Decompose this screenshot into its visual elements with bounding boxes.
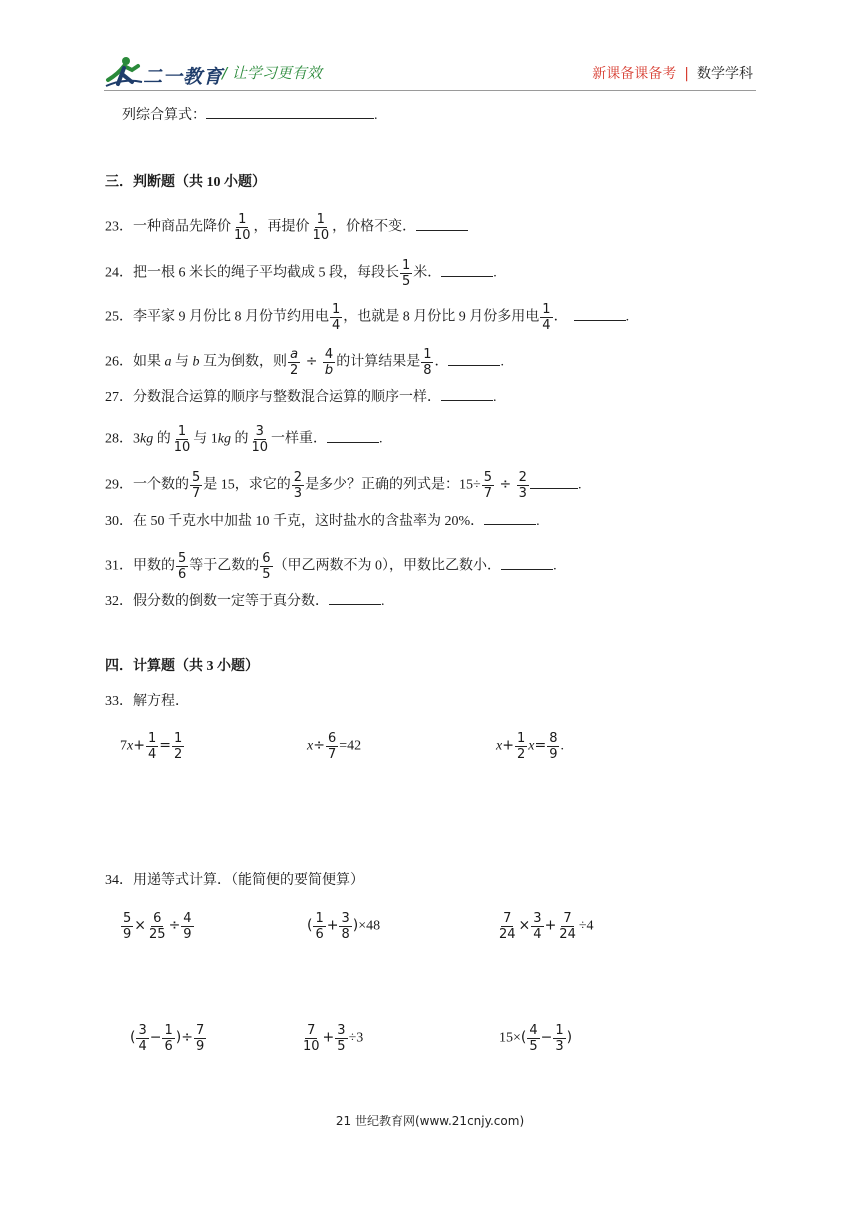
equation-2 <box>307 732 361 761</box>
question-number: 23． <box>105 219 133 235</box>
denominator: 24 <box>499 927 516 942</box>
numerator: 6 <box>262 551 271 566</box>
answer-blank[interactable] <box>441 387 493 401</box>
denominator: 4 <box>542 318 551 333</box>
numerator: 8 <box>549 731 558 746</box>
running-figure-icon <box>104 56 144 88</box>
fraction <box>311 213 332 242</box>
question-number: 24． <box>105 265 133 281</box>
question-24 <box>105 259 497 288</box>
header-subject <box>592 63 753 83</box>
denominator: 6 <box>164 1039 173 1054</box>
numerator: 6 <box>327 731 337 746</box>
numerator: 7 <box>195 1023 205 1038</box>
variable-x: x <box>528 738 535 754</box>
denominator: 25 <box>149 927 166 942</box>
numerator: 4 <box>324 347 334 362</box>
question-26 <box>105 348 504 377</box>
operator: + <box>133 737 145 754</box>
operator: ÷ <box>313 737 325 754</box>
answer-blank[interactable] <box>448 352 500 366</box>
question-text: 分数混合运算的顺序与整数混合运算的顺序一样． <box>133 390 441 405</box>
numerator: 1 <box>177 424 187 439</box>
numerator: 4 <box>183 911 192 926</box>
numerator: 1 <box>164 1023 173 1038</box>
denominator: 4 <box>147 747 157 762</box>
numerator: 3 <box>533 911 542 926</box>
operator: − <box>540 1029 553 1046</box>
question-text: 一个数的 <box>133 477 189 493</box>
denominator: 7 <box>483 486 493 501</box>
answer-blank[interactable] <box>329 591 381 605</box>
question-number: 28． <box>105 431 133 447</box>
answer-blank[interactable] <box>574 307 626 321</box>
denominator: 9 <box>123 927 132 942</box>
fraction <box>147 912 168 941</box>
fraction <box>339 912 351 941</box>
formula-end: . <box>374 108 378 123</box>
operator: ÷ <box>168 917 181 934</box>
page-header <box>0 0 860 95</box>
fraction <box>517 471 529 500</box>
equation-1 <box>120 732 185 761</box>
fraction <box>400 259 412 288</box>
denominator: 5 <box>262 567 271 582</box>
question-text: 是多少？正确的列式是：15÷ <box>305 477 481 493</box>
question-text: 互为倒数，则 <box>199 354 287 370</box>
denominator: 4 <box>533 927 542 942</box>
numerator: 3 <box>337 1023 346 1038</box>
page-footer: 21 世纪教育网(www.21cnjy.com) <box>335 1114 525 1128</box>
fraction <box>172 425 193 454</box>
numerator: 1 <box>332 302 341 317</box>
question-text: 一种商品先降价 <box>133 219 231 235</box>
numerator: 7 <box>307 1023 316 1038</box>
denominator: 10 <box>173 440 191 455</box>
question-number: 25． <box>105 309 133 325</box>
operator: + <box>502 737 514 754</box>
header-course-label: 新课备课备考 <box>592 66 677 82</box>
question-text: 假分数的倒数一定等于真分数． <box>133 594 329 609</box>
question-33-title: 33．解方程． <box>105 694 189 709</box>
expression-tail: ×48 <box>358 918 381 934</box>
question-end: . <box>493 265 497 281</box>
numerator: 1 <box>555 1023 564 1038</box>
variable-x: x <box>496 738 503 754</box>
question-25 <box>105 303 629 332</box>
question-text: 的 <box>230 431 249 447</box>
question-end: . <box>536 514 540 529</box>
question-text: 在 50 千克水中加盐 10 千克，这时盐水的含盐率为 20%． <box>133 514 485 529</box>
question-end: . <box>493 390 497 405</box>
question-number: 26． <box>105 354 133 370</box>
operator: ÷ <box>301 353 322 370</box>
denominator: 10 <box>234 228 251 243</box>
coefficient: 7 <box>120 738 127 754</box>
variable-b: b <box>192 354 200 370</box>
denominator: b <box>324 363 334 378</box>
fraction <box>540 303 552 332</box>
question-number: 29． <box>105 477 133 493</box>
calc-problem-4 <box>130 1024 207 1053</box>
denominator: 10 <box>312 228 330 243</box>
answer-blank[interactable] <box>206 105 374 119</box>
operator: × <box>134 917 147 934</box>
numerator: 1 <box>147 731 157 746</box>
header-separator: | <box>684 66 689 82</box>
fraction <box>313 912 325 941</box>
denominator: 2 <box>173 747 183 762</box>
slogan: / 让学习更有效 <box>222 64 322 82</box>
question-text: 等于乙数的 <box>189 558 260 574</box>
denominator: 4 <box>138 1039 147 1054</box>
answer-blank[interactable] <box>484 511 536 525</box>
fraction <box>162 1024 174 1053</box>
denominator: 10 <box>303 1039 320 1054</box>
denominator: 7 <box>192 486 201 501</box>
fraction <box>260 552 272 581</box>
question-23 <box>105 213 468 242</box>
answer-blank[interactable] <box>416 217 468 231</box>
question-number: 32． <box>105 594 133 609</box>
denominator: 3 <box>518 486 527 501</box>
denominator: 3 <box>555 1039 564 1054</box>
expression-head: 15× <box>499 1030 521 1046</box>
header-divider <box>104 90 756 91</box>
fraction <box>527 1024 539 1053</box>
equation-3 <box>496 732 564 761</box>
question-end: . <box>379 431 383 447</box>
fraction <box>288 348 300 377</box>
denominator: 9 <box>183 927 192 942</box>
unit: kg <box>140 431 154 447</box>
answer-blank[interactable] <box>501 556 553 570</box>
expression-tail: ÷3 <box>348 1030 364 1046</box>
question-text: 与 1 <box>193 431 218 447</box>
denominator: 5 <box>337 1039 346 1054</box>
denominator: 6 <box>178 567 187 582</box>
fraction <box>172 732 184 761</box>
question-text: 如果 <box>133 354 165 370</box>
question-end: . <box>500 354 504 370</box>
question-30 <box>105 511 540 532</box>
question-text: ，价格不变． <box>332 219 417 235</box>
equation-end: . <box>560 738 564 754</box>
question-text: ，再提价 <box>253 219 310 235</box>
variable-x: x <box>127 738 134 754</box>
section-4-title: 四．计算题（共 3 小题） <box>105 659 259 674</box>
parenthesis: ( <box>307 917 313 934</box>
fraction <box>121 912 133 941</box>
fraction <box>136 1024 148 1053</box>
fraction <box>515 732 527 761</box>
question-28 <box>105 425 383 454</box>
fraction <box>531 912 543 941</box>
numerator: 1 <box>238 212 247 227</box>
variable-x: x <box>307 738 314 754</box>
denominator: 10 <box>251 440 269 455</box>
question-end: . <box>381 594 385 609</box>
denominator: 7 <box>327 747 337 762</box>
logo-text: 二一教育 <box>143 66 224 88</box>
numerator: 7 <box>503 911 512 926</box>
section-3-title: 三．判断题（共 10 小题） <box>105 175 266 190</box>
numerator: 2 <box>293 470 303 485</box>
operator: = <box>534 737 547 754</box>
fraction <box>292 471 304 500</box>
question-text: ． <box>434 354 449 370</box>
calc-problem-2 <box>307 912 380 941</box>
operator: = <box>159 737 171 754</box>
answer-blank[interactable] <box>327 429 379 443</box>
numerator: 2 <box>518 470 527 485</box>
numerator: 1 <box>173 731 183 746</box>
fraction <box>547 732 559 761</box>
denominator: 5 <box>402 274 411 289</box>
operator: ÷ <box>495 476 516 493</box>
denominator: 4 <box>332 318 341 333</box>
numerator: 1 <box>315 911 324 926</box>
fraction <box>323 348 335 377</box>
question-end: . <box>625 309 630 325</box>
operator: + <box>326 917 339 934</box>
question-number: 31． <box>105 558 133 574</box>
numerator: 1 <box>542 302 551 317</box>
calc-problem-6 <box>499 1024 572 1053</box>
question-end: . <box>553 558 557 574</box>
fraction <box>326 732 338 761</box>
numerator: 5 <box>192 470 201 485</box>
question-text: 的计算结果是 <box>336 354 421 370</box>
fraction <box>194 1024 206 1053</box>
denominator: 9 <box>549 747 558 762</box>
question-text: 的 <box>153 431 171 447</box>
fraction <box>421 348 433 377</box>
question-27 <box>105 387 497 408</box>
fraction <box>190 471 202 500</box>
header-subject-label: 数学学科 <box>697 66 753 82</box>
question-end: . <box>577 477 582 493</box>
calc-problem-5 <box>300 1024 363 1053</box>
numerator: 7 <box>563 911 572 926</box>
calc-problem-3 <box>496 912 594 941</box>
denominator: 8 <box>423 363 432 378</box>
numerator: 1 <box>423 347 432 362</box>
question-text: 米． <box>413 265 442 281</box>
unit: kg <box>217 431 231 447</box>
question-number: 27． <box>105 390 133 405</box>
denominator: 5 <box>529 1039 538 1054</box>
formula-label: 列综合算式： <box>122 108 206 123</box>
denominator: 9 <box>195 1039 205 1054</box>
question-number: 30． <box>105 514 133 529</box>
fraction <box>232 213 253 242</box>
fraction <box>553 1024 565 1053</box>
numerator: 5 <box>483 470 493 485</box>
calc-problem-1 <box>120 912 195 941</box>
question-text: 与 <box>171 354 193 370</box>
numerator: 3 <box>255 424 264 439</box>
denominator: 2 <box>516 747 526 762</box>
fraction <box>249 425 270 454</box>
numerator: 1 <box>516 731 526 746</box>
numerator: 3 <box>341 911 350 926</box>
numerator: 5 <box>123 911 132 926</box>
formula-prompt <box>122 105 378 126</box>
denominator: 6 <box>315 927 324 942</box>
fraction <box>497 912 518 941</box>
numerator: 1 <box>316 212 325 227</box>
question-31 <box>105 552 557 581</box>
parenthesis: ) <box>175 1029 182 1046</box>
operator: − <box>149 1029 162 1046</box>
numerator: 5 <box>178 551 187 566</box>
question-text: 3 <box>133 431 140 447</box>
question-34-title: 34．用递等式计算．（能简便的要简便算） <box>105 873 364 888</box>
fraction <box>146 732 158 761</box>
numerator: 1 <box>402 258 411 273</box>
question-text: 李平家 9 月份比 8 月份节约用电 <box>133 309 329 325</box>
expression-tail: ÷4 <box>578 918 594 934</box>
question-text: ，也就是 8 月份比 9 月份多用电 <box>343 309 540 325</box>
numerator: 3 <box>138 1023 147 1038</box>
question-32 <box>105 591 385 612</box>
fraction <box>482 471 494 500</box>
numerator: 4 <box>529 1023 538 1038</box>
denominator: 3 <box>293 486 303 501</box>
parenthesis: ( <box>130 1029 136 1046</box>
fraction <box>181 912 193 941</box>
answer-blank[interactable] <box>530 475 578 489</box>
operator: ÷ <box>181 1029 193 1046</box>
parenthesis: ) <box>566 1029 573 1046</box>
question-29 <box>105 471 581 500</box>
question-text: 甲数的 <box>133 558 175 574</box>
fraction <box>557 912 578 941</box>
denominator: 2 <box>290 363 299 378</box>
fraction <box>176 552 188 581</box>
question-text: 一样重． <box>271 431 328 447</box>
question-text: 是 15，求它的 <box>203 477 291 493</box>
numerator: a <box>290 347 299 362</box>
parenthesis: ) <box>352 917 359 934</box>
operator: + <box>322 1029 335 1046</box>
denominator: 8 <box>341 927 350 942</box>
operator: × <box>518 917 531 934</box>
answer-blank[interactable] <box>441 263 493 277</box>
question-text: ． <box>553 309 568 325</box>
parenthesis: ( <box>520 1029 527 1046</box>
variable-a: a <box>164 354 172 370</box>
operator: =42 <box>339 738 362 754</box>
numerator: 6 <box>153 911 162 926</box>
fraction <box>330 303 342 332</box>
question-text: 把一根 6 米长的绳子平均截成 5 段，每段长 <box>133 265 399 281</box>
operator: + <box>544 917 557 934</box>
fraction <box>301 1024 322 1053</box>
question-text: （甲乙两数不为 0），甲数比乙数小． <box>273 558 502 574</box>
fraction <box>335 1024 347 1053</box>
denominator: 24 <box>559 927 576 942</box>
